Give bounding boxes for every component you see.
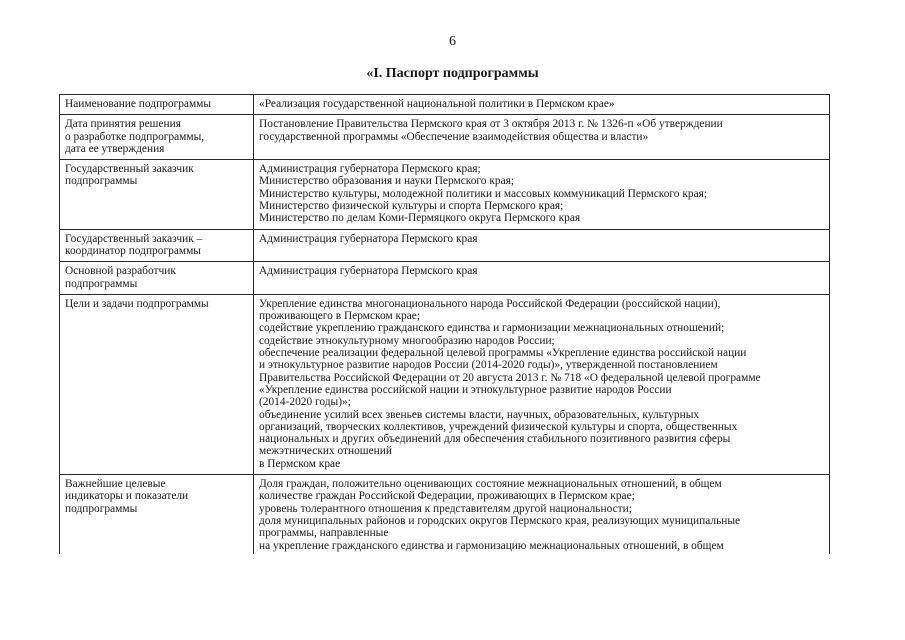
table-row — [60, 115, 830, 160]
table-row — [60, 95, 830, 115]
row-value-cell — [254, 294, 830, 474]
row-value-cell — [254, 115, 830, 160]
row-value-line: Администрация губернатора Пермского края; — [259, 163, 481, 176]
row-label-line: Основной разработчик — [65, 265, 176, 278]
row-value-line: в Пермском крае — [259, 457, 341, 470]
row-value-cell — [254, 229, 830, 262]
table-row — [60, 475, 830, 555]
row-value-cell — [254, 160, 830, 229]
passport-table-body — [60, 95, 830, 555]
row-value-line: организаций, творческих коллективов, учреждений физической культуры и спорта, общественных — [259, 420, 738, 433]
row-value-line: доля муниципальных районов и городских округов Пермского края, реализующих муниципальные — [259, 514, 741, 527]
row-value-line: объединение усилий всех звеньев системы власти, научных, образовательных, культурных — [259, 408, 700, 421]
row-value-cell — [254, 475, 830, 555]
row-label-line: Цели и задачи подпрограммы — [65, 297, 209, 310]
row-value-line: Министерство культуры, молодежной политики и массовых коммуникаций Пермского края; — [259, 187, 708, 200]
row-label-line: индикаторы и показатели — [65, 490, 189, 503]
table-row — [60, 294, 830, 474]
row-value-line: Министерство физической культуры и спорта Пермского края; — [259, 200, 564, 213]
row-value-line: Министерство образования и науки Пермского края; — [259, 175, 515, 188]
row-value-line: содействие укреплению гражданского единства и гармонизации межнациональных отношений; — [259, 322, 725, 335]
table-row — [60, 229, 830, 262]
row-value-cell — [254, 95, 830, 115]
row-value-line: Доля граждан, положительно оценивающих состояние межнациональных отношений, в общем — [259, 478, 722, 491]
row-label-line: координатор подпрограммы — [65, 244, 201, 257]
page-number: 6 — [449, 34, 456, 49]
row-label-line: Государственный заказчик — [65, 163, 194, 176]
row-value-line: уровень толерантного отношения к представителям другой национальности; — [259, 502, 632, 515]
row-value-line: программы, направленные — [259, 527, 389, 540]
row-value-line: (2014-2020 годы)»; — [259, 396, 351, 409]
row-value-line: национальных и других объединений для обеспечения стабильного позитивного развития сферы — [259, 433, 731, 446]
row-value-line: и этнокультурное развитие народов России (2014-2020 годы)», утвержденной постановлением — [259, 359, 718, 372]
row-value-line: «Укрепление единства российской нации и этнокультурное развитие народов России — [259, 383, 672, 396]
row-label-cell — [60, 160, 254, 229]
row-value-line: межэтнических отношений — [259, 445, 392, 458]
row-value-line: Постановление Правительства Пермского края от 3 октября 2013 г. № 1326-п «Об утверждении — [259, 118, 723, 131]
row-label-cell — [60, 115, 254, 160]
row-label-line: о разработке подпрограммы, — [65, 130, 205, 143]
row-value-line: Администрация губернатора Пермского края — [259, 232, 478, 245]
row-label-cell — [60, 294, 254, 474]
row-label-line: Наименование подпрограммы — [65, 98, 212, 110]
row-value-line: Администрация губернатора Пермского края — [259, 265, 478, 278]
row-label-line: Важнейшие целевые — [65, 478, 166, 491]
row-value-line: на укрепление гражданского единства и гармонизацию межнациональных отношений, в общем — [259, 539, 724, 552]
document-title: «I. Паспорт подпрограммы — [366, 66, 539, 81]
row-label-cell — [60, 95, 254, 115]
row-value-line: обеспечение реализации федеральной целевой программы «Укрепление единства российской нации — [259, 347, 747, 360]
row-label-line: подпрограммы — [65, 175, 138, 188]
row-value-line: Укрепление единства многонационального народа Российской Федерации (российской нации), — [259, 297, 721, 310]
row-label-cell — [60, 262, 254, 295]
row-label-line: подпрограммы — [65, 277, 138, 290]
table-row — [60, 160, 830, 229]
row-label-cell — [60, 229, 254, 262]
row-value-line: государственной программы «Обеспечение взаимодействия общества и власти» — [259, 130, 649, 143]
row-label-line: Государственный заказчик – — [65, 232, 203, 245]
row-value-line: содействие этнокультурному многообразию народов России; — [259, 334, 555, 347]
row-value-line: «Реализация государственной национальной политики в Пермском крае» — [259, 98, 615, 110]
row-value-cell — [254, 262, 830, 295]
table-row — [60, 262, 830, 295]
row-label-line: дата ее утверждения — [65, 142, 165, 155]
row-value-line: проживающего в Пермском крае; — [259, 310, 421, 323]
row-value-line: Министерство по делам Коми-Пермяцкого округа Пермского края — [259, 212, 581, 225]
row-value-line: Правительства Российской Федерации от 20 августа 2013 г. № 718 «О федеральной целевой программе — [259, 371, 761, 384]
row-value-line: количестве граждан Российской Федерации, проживающих в Пермском крае; — [259, 490, 635, 503]
row-label-cell — [60, 475, 254, 555]
row-label-line: подпрограммы — [65, 502, 138, 515]
passport-table — [59, 94, 830, 554]
row-label-line: Дата принятия решения — [65, 118, 181, 131]
